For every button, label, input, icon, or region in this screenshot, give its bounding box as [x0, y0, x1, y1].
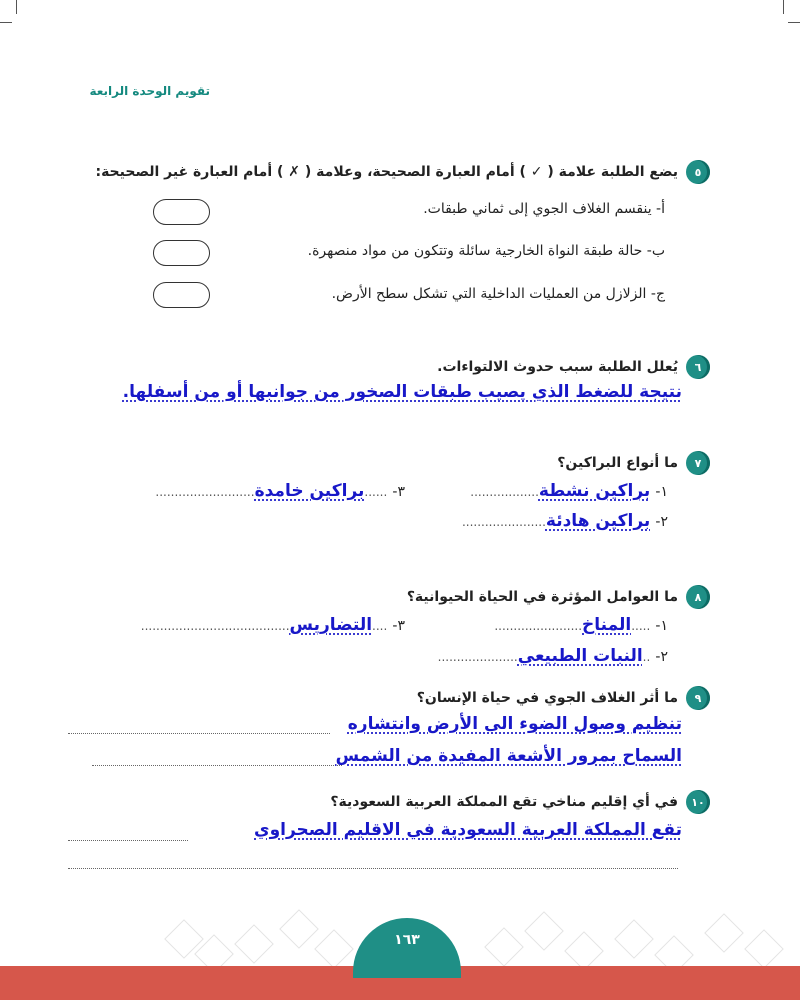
question-number: ٨: [686, 585, 710, 609]
question-7: [557, 451, 710, 475]
question-number: ٦: [686, 355, 710, 379]
item-label: ٣-: [392, 618, 405, 634]
question-prompt: في أي إقليم مناخي تقع المملكة العربية السعودية؟: [330, 794, 678, 810]
question-prompt: ما أثر الغلاف الجوي في حياة الإنسان؟: [416, 690, 678, 706]
question-prompt: يضع الطلبة علامة ( ✓ ) أمام العبارة الصحيحة، وعلامة ( ✗ ) أمام العبارة غير الصحيحة:: [95, 164, 678, 180]
unit-title: تقويم الوحدة الرابعة: [89, 84, 210, 98]
dotted-fill: .......................: [494, 619, 583, 633]
question-6: [437, 355, 710, 379]
dotted-fill: ......................: [461, 515, 546, 529]
crop-mark: [0, 22, 12, 23]
handwritten-answer: المناخ: [582, 615, 632, 635]
answer-line-1: [470, 481, 668, 501]
answer-box-b[interactable]: [153, 240, 210, 266]
answer-dotted-line: [92, 765, 342, 766]
answer-line-1: [494, 615, 668, 635]
handwritten-answer-line-1: تنظيم وصول الضوء الى الأرض وانتشاره: [347, 714, 682, 734]
question-prompt: ما أنواع البراكين؟: [557, 455, 678, 471]
dotted-fill: .......................................: [140, 619, 290, 633]
answer-line-3: [155, 481, 405, 501]
item-label: ١-: [655, 618, 668, 634]
handwritten-answer: التضاريس: [289, 615, 373, 635]
dotted-fill: ..................: [470, 485, 539, 499]
item-label: ٢-: [655, 649, 668, 665]
answer-line-3: [141, 615, 405, 635]
item-label: ٣-: [392, 484, 405, 500]
dotted-fill: ......: [364, 485, 388, 499]
item-label: ٢-: [655, 514, 668, 530]
dotted-fill: ..: [642, 650, 651, 664]
dotted-fill: ....: [372, 619, 388, 633]
crop-mark: [788, 22, 800, 23]
answer-dotted-line: [68, 733, 330, 734]
crop-mark: [16, 0, 17, 14]
handwritten-answer: براكين خامدة: [254, 481, 365, 501]
tf-statement-a: أ- ينقسم الغلاف الجوي إلى ثماني طبقات.: [423, 201, 665, 217]
answer-line-2: [462, 511, 668, 531]
handwritten-answer: نتيجة للضغط الذي يصيب طبقات الصخور من جوانبها أو من أسفلها.: [122, 382, 682, 402]
question-number: ١٠: [686, 790, 710, 814]
handwritten-answer: النبات الطبيعي: [517, 646, 643, 666]
tf-statement-c: ج- الزلازل من العمليات الداخلية التي تشكل سطح الأرض.: [331, 286, 665, 302]
question-9: [417, 686, 710, 710]
question-8: [407, 585, 710, 609]
page-number: ١٦٣: [394, 932, 420, 948]
page-number-tab: [353, 918, 461, 978]
dotted-fill: .....: [631, 619, 651, 633]
question-number: ٥: [686, 160, 710, 184]
crop-mark: [783, 0, 784, 14]
tf-statement-b: ب- حالة طبقة النواة الخارجية سائلة وتتكون من مواد منصهرة.: [307, 243, 665, 259]
question-10: [330, 790, 710, 814]
answer-line-2: [438, 646, 668, 666]
answer-dotted-line: [68, 840, 188, 841]
question-number: ٩: [686, 686, 710, 710]
handwritten-answer-line-2: السماح بمرور الأشعة المفيدة من الشمس: [335, 746, 682, 766]
question-prompt: يُعلل الطلبة سبب حدوث الالتواءات.: [437, 359, 678, 375]
answer-box-c[interactable]: [153, 282, 210, 308]
dotted-fill: ..........................: [155, 485, 255, 499]
dotted-fill: .....................: [437, 650, 518, 664]
answer-box-a[interactable]: [153, 199, 210, 225]
handwritten-answer: براكين هادئة: [545, 511, 651, 531]
question-prompt: ما العوامل المؤثرة في الحياة الحيوانية؟: [406, 589, 678, 605]
question-5: [95, 160, 710, 184]
question-number: ٧: [686, 451, 710, 475]
handwritten-answer: تقع المملكة العربية السعودية في الاقليم الصحراوي: [254, 820, 682, 840]
answer-dotted-line: [68, 868, 678, 869]
item-label: ١-: [655, 484, 668, 500]
handwritten-answer: براكين نشطة: [538, 481, 651, 501]
